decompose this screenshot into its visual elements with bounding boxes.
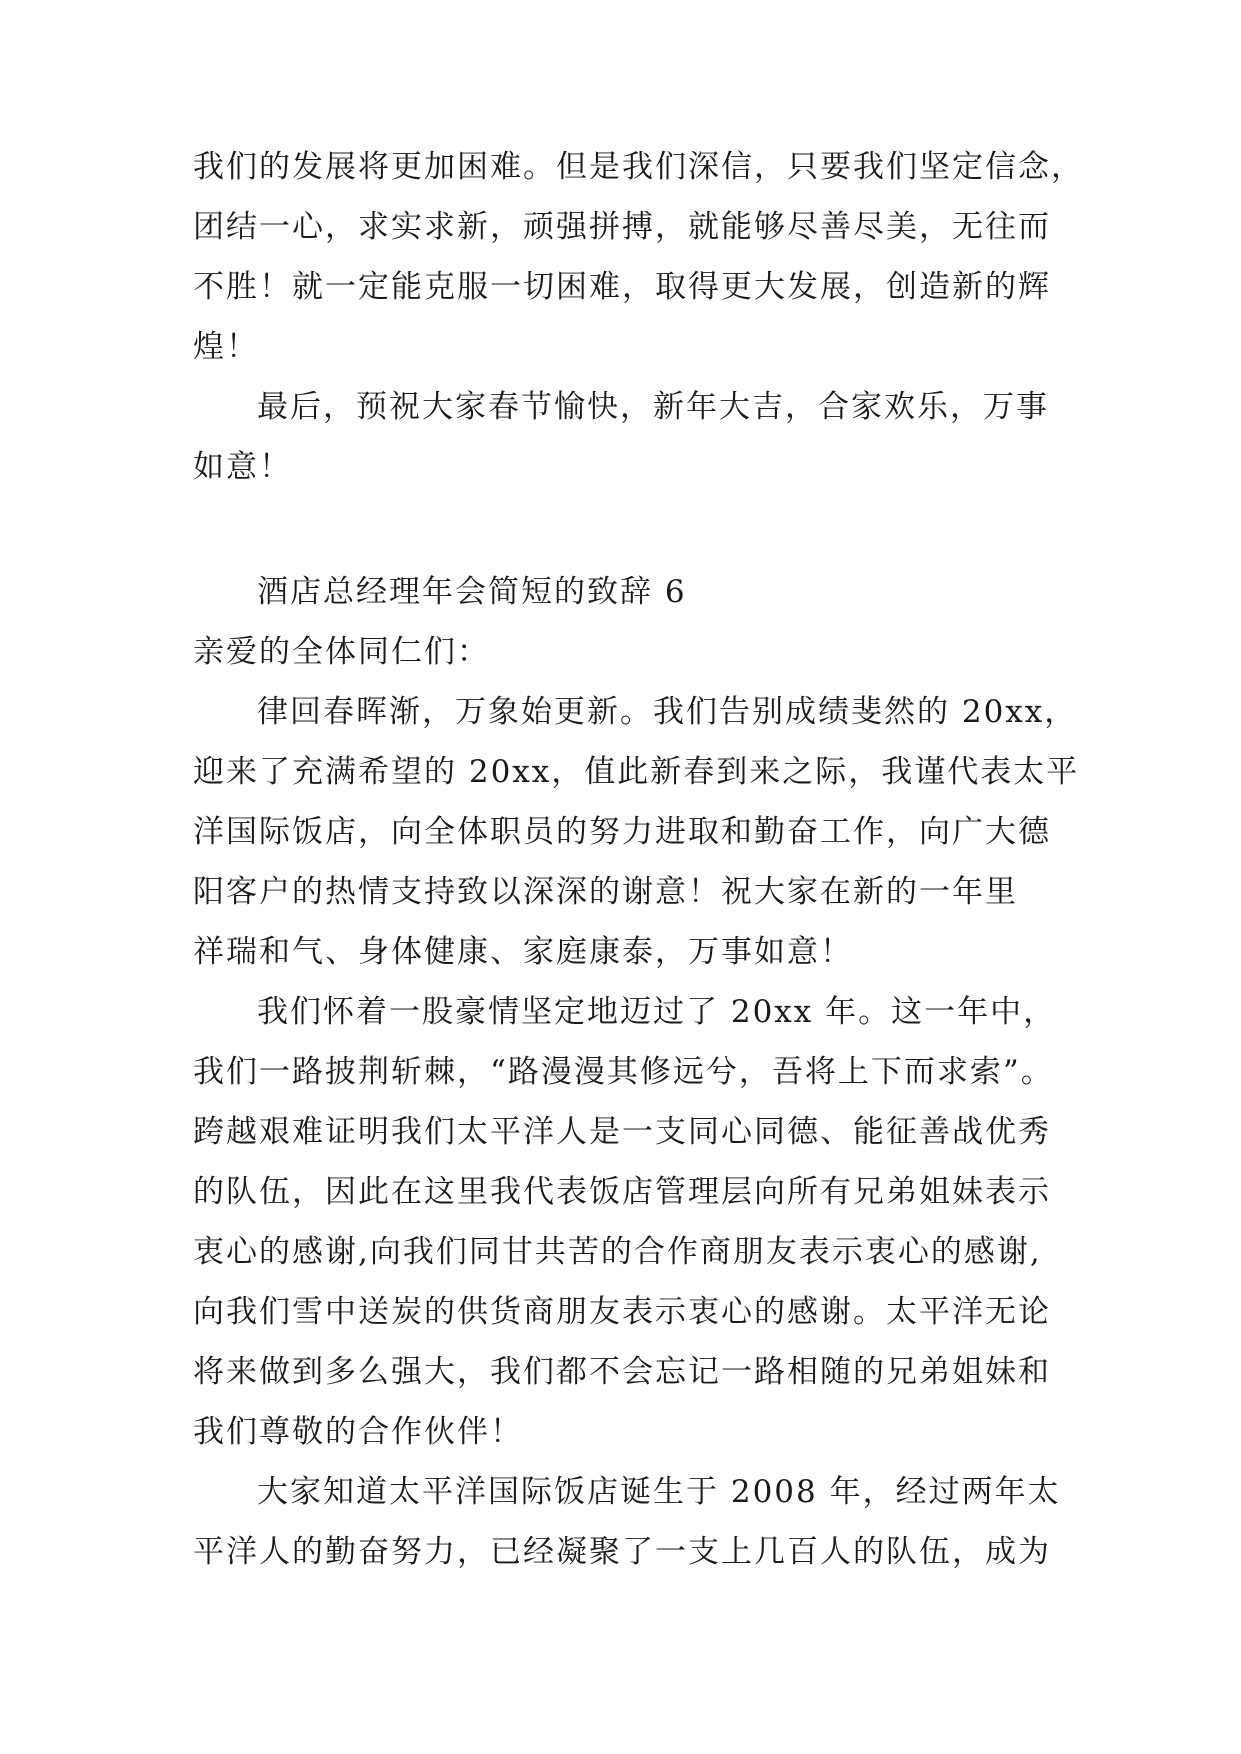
salutation: 亲爱的全体同仁们： xyxy=(193,634,490,670)
paragraph-line: 跨越艰难证明我们太平洋人是一支同心同德、能征善战优秀 xyxy=(193,1114,1051,1150)
paragraph-line: 最后，预祝大家春节愉快，新年大吉，合家欢乐，万事 xyxy=(257,389,1049,425)
section-title: 酒店总经理年会简短的致辞 6 xyxy=(257,574,687,610)
paragraph-line: 洋国际饭店，向全体职员的努力进取和勤奋工作，向广大德 xyxy=(193,814,1051,850)
paragraph-line: 我们尊敬的合作伙伴！ xyxy=(193,1414,523,1450)
paragraph-line: 我们一路披荆斩棘，“路漫漫其修远兮，吾将上下而求索”。 xyxy=(193,1054,1054,1090)
paragraph-line: 不胜！就一定能克服一切困难，取得更大发展，创造新的辉 xyxy=(193,269,1051,305)
paragraph-line: 阳客户的热情支持致以深深的谢意！祝大家在新的一年里 xyxy=(193,874,1018,910)
paragraph-line: 我们的发展将更加困难。但是我们深信，只要我们坚定信念， xyxy=(193,149,1084,185)
paragraph-line: 向我们雪中送炭的供货商朋友表示衷心的感谢。太平洋无论 xyxy=(193,1294,1051,1330)
paragraph-line: 的队伍，因此在这里我代表饭店管理层向所有兄弟姐妹表示 xyxy=(193,1174,1051,1210)
paragraph-line: 团结一心，求实求新，顽强拼搏，就能够尽善尽美，无往而 xyxy=(193,209,1051,245)
text-block-speech-6 xyxy=(193,562,1080,1582)
text-block-closing xyxy=(193,137,1084,497)
paragraph-line: 律回春晖渐，万象始更新。我们告别成绩斐然的 20xx， xyxy=(257,694,1078,730)
paragraph-line: 平洋人的勤奋努力，已经凝聚了一支上几百人的队伍，成为 xyxy=(193,1534,1051,1570)
paragraph-line: 祥瑞和气、身体健康、家庭康泰，万事如意！ xyxy=(193,934,853,970)
paragraph-line: 我们怀着一股豪情坚定地迈过了 20xx 年。这一年中， xyxy=(257,994,1057,1030)
paragraph-line: 大家知道太平洋国际饭店诞生于 2008 年，经过两年太 xyxy=(257,1474,1061,1510)
paragraph-line: 煌！ xyxy=(193,329,259,365)
paragraph-line: 如意！ xyxy=(193,449,292,485)
paragraph-line: 衷心的感谢,向我们同甘共苦的合作商朋友表示衷心的感谢, xyxy=(193,1234,1042,1270)
paragraph-line: 将来做到多么强大，我们都不会忘记一路相随的兄弟姐妹和 xyxy=(193,1354,1051,1390)
paragraph-line: 迎来了充满希望的 20xx，值此新春到来之际，我谨代表太平 xyxy=(193,754,1080,790)
